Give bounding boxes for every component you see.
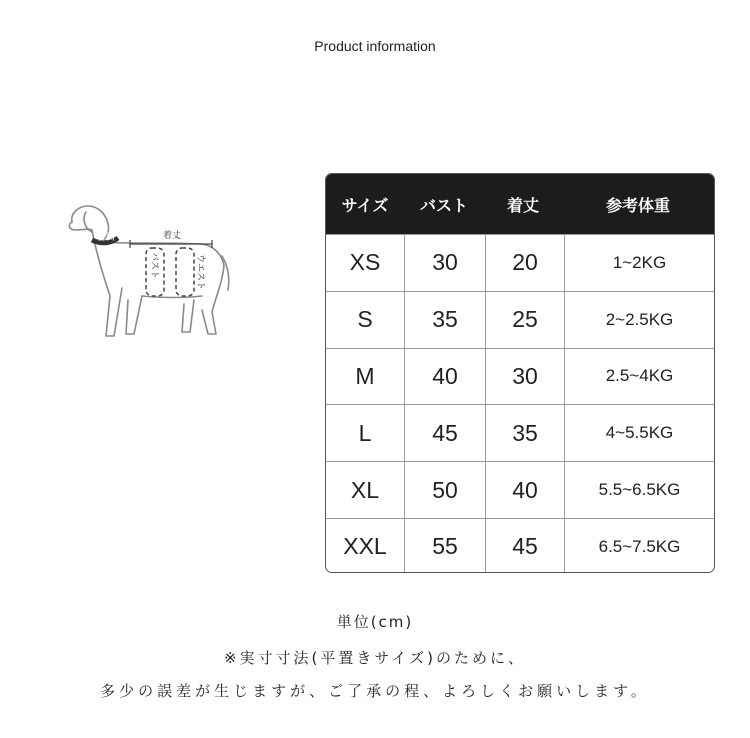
- cell-weight: 2~2.5KG: [564, 292, 714, 348]
- table-row: [326, 518, 714, 573]
- dog-outline-icon: [62, 200, 232, 350]
- cell-weight: 1~2KG: [564, 235, 714, 291]
- cell-length: 20: [485, 235, 564, 291]
- cell-length: 30: [485, 349, 564, 405]
- cell-weight: 2.5~4KG: [564, 349, 714, 405]
- cell-length: 35: [485, 405, 564, 461]
- table-row: [326, 461, 714, 518]
- size-table: [325, 173, 715, 573]
- header-length: 着丈: [506, 195, 539, 215]
- tolerance-note: 多少の誤差が生じますが、ご了承の程、よろしくお願いします。: [100, 682, 650, 700]
- cell-chest: 55: [404, 519, 485, 573]
- cell-chest: 35: [404, 292, 485, 348]
- cell-chest: 45: [404, 405, 485, 461]
- header-chest: バスト: [419, 195, 468, 215]
- cell-length: 40: [485, 462, 564, 518]
- chest-label: バスト: [149, 252, 159, 280]
- cell-length: 45: [485, 519, 564, 573]
- page-title: Product information: [314, 38, 436, 54]
- cell-size: S: [357, 306, 373, 333]
- table-row: [326, 348, 714, 405]
- cell-chest: 40: [404, 349, 485, 405]
- cell-size: L: [358, 419, 372, 446]
- length-label: 着丈: [162, 231, 182, 241]
- table-row: [326, 404, 714, 461]
- waist-label: ウエスト: [195, 254, 205, 291]
- cell-weight: 6.5~7.5KG: [564, 519, 714, 573]
- header-size: サイズ: [341, 195, 389, 215]
- cell-size: M: [355, 362, 375, 389]
- cell-size: XS: [349, 249, 381, 276]
- unit-note: 単位(cm): [336, 613, 414, 631]
- table-header: [326, 174, 714, 234]
- cell-length: 25: [485, 292, 564, 348]
- cell-weight: 5.5~6.5KG: [564, 462, 714, 518]
- cell-size: XL: [350, 476, 380, 503]
- header-weight: 参考体重: [605, 195, 670, 215]
- cell-weight: 4~5.5KG: [564, 405, 714, 461]
- cell-size: XXL: [343, 533, 387, 560]
- cell-chest: 50: [404, 462, 485, 518]
- cell-chest: 30: [404, 235, 485, 291]
- table-row: [326, 291, 714, 348]
- table-row: [326, 234, 714, 291]
- measurement-note: ※実寸寸法(平置きサイズ)のために、: [223, 649, 527, 667]
- neck-label: 首回: [96, 233, 116, 243]
